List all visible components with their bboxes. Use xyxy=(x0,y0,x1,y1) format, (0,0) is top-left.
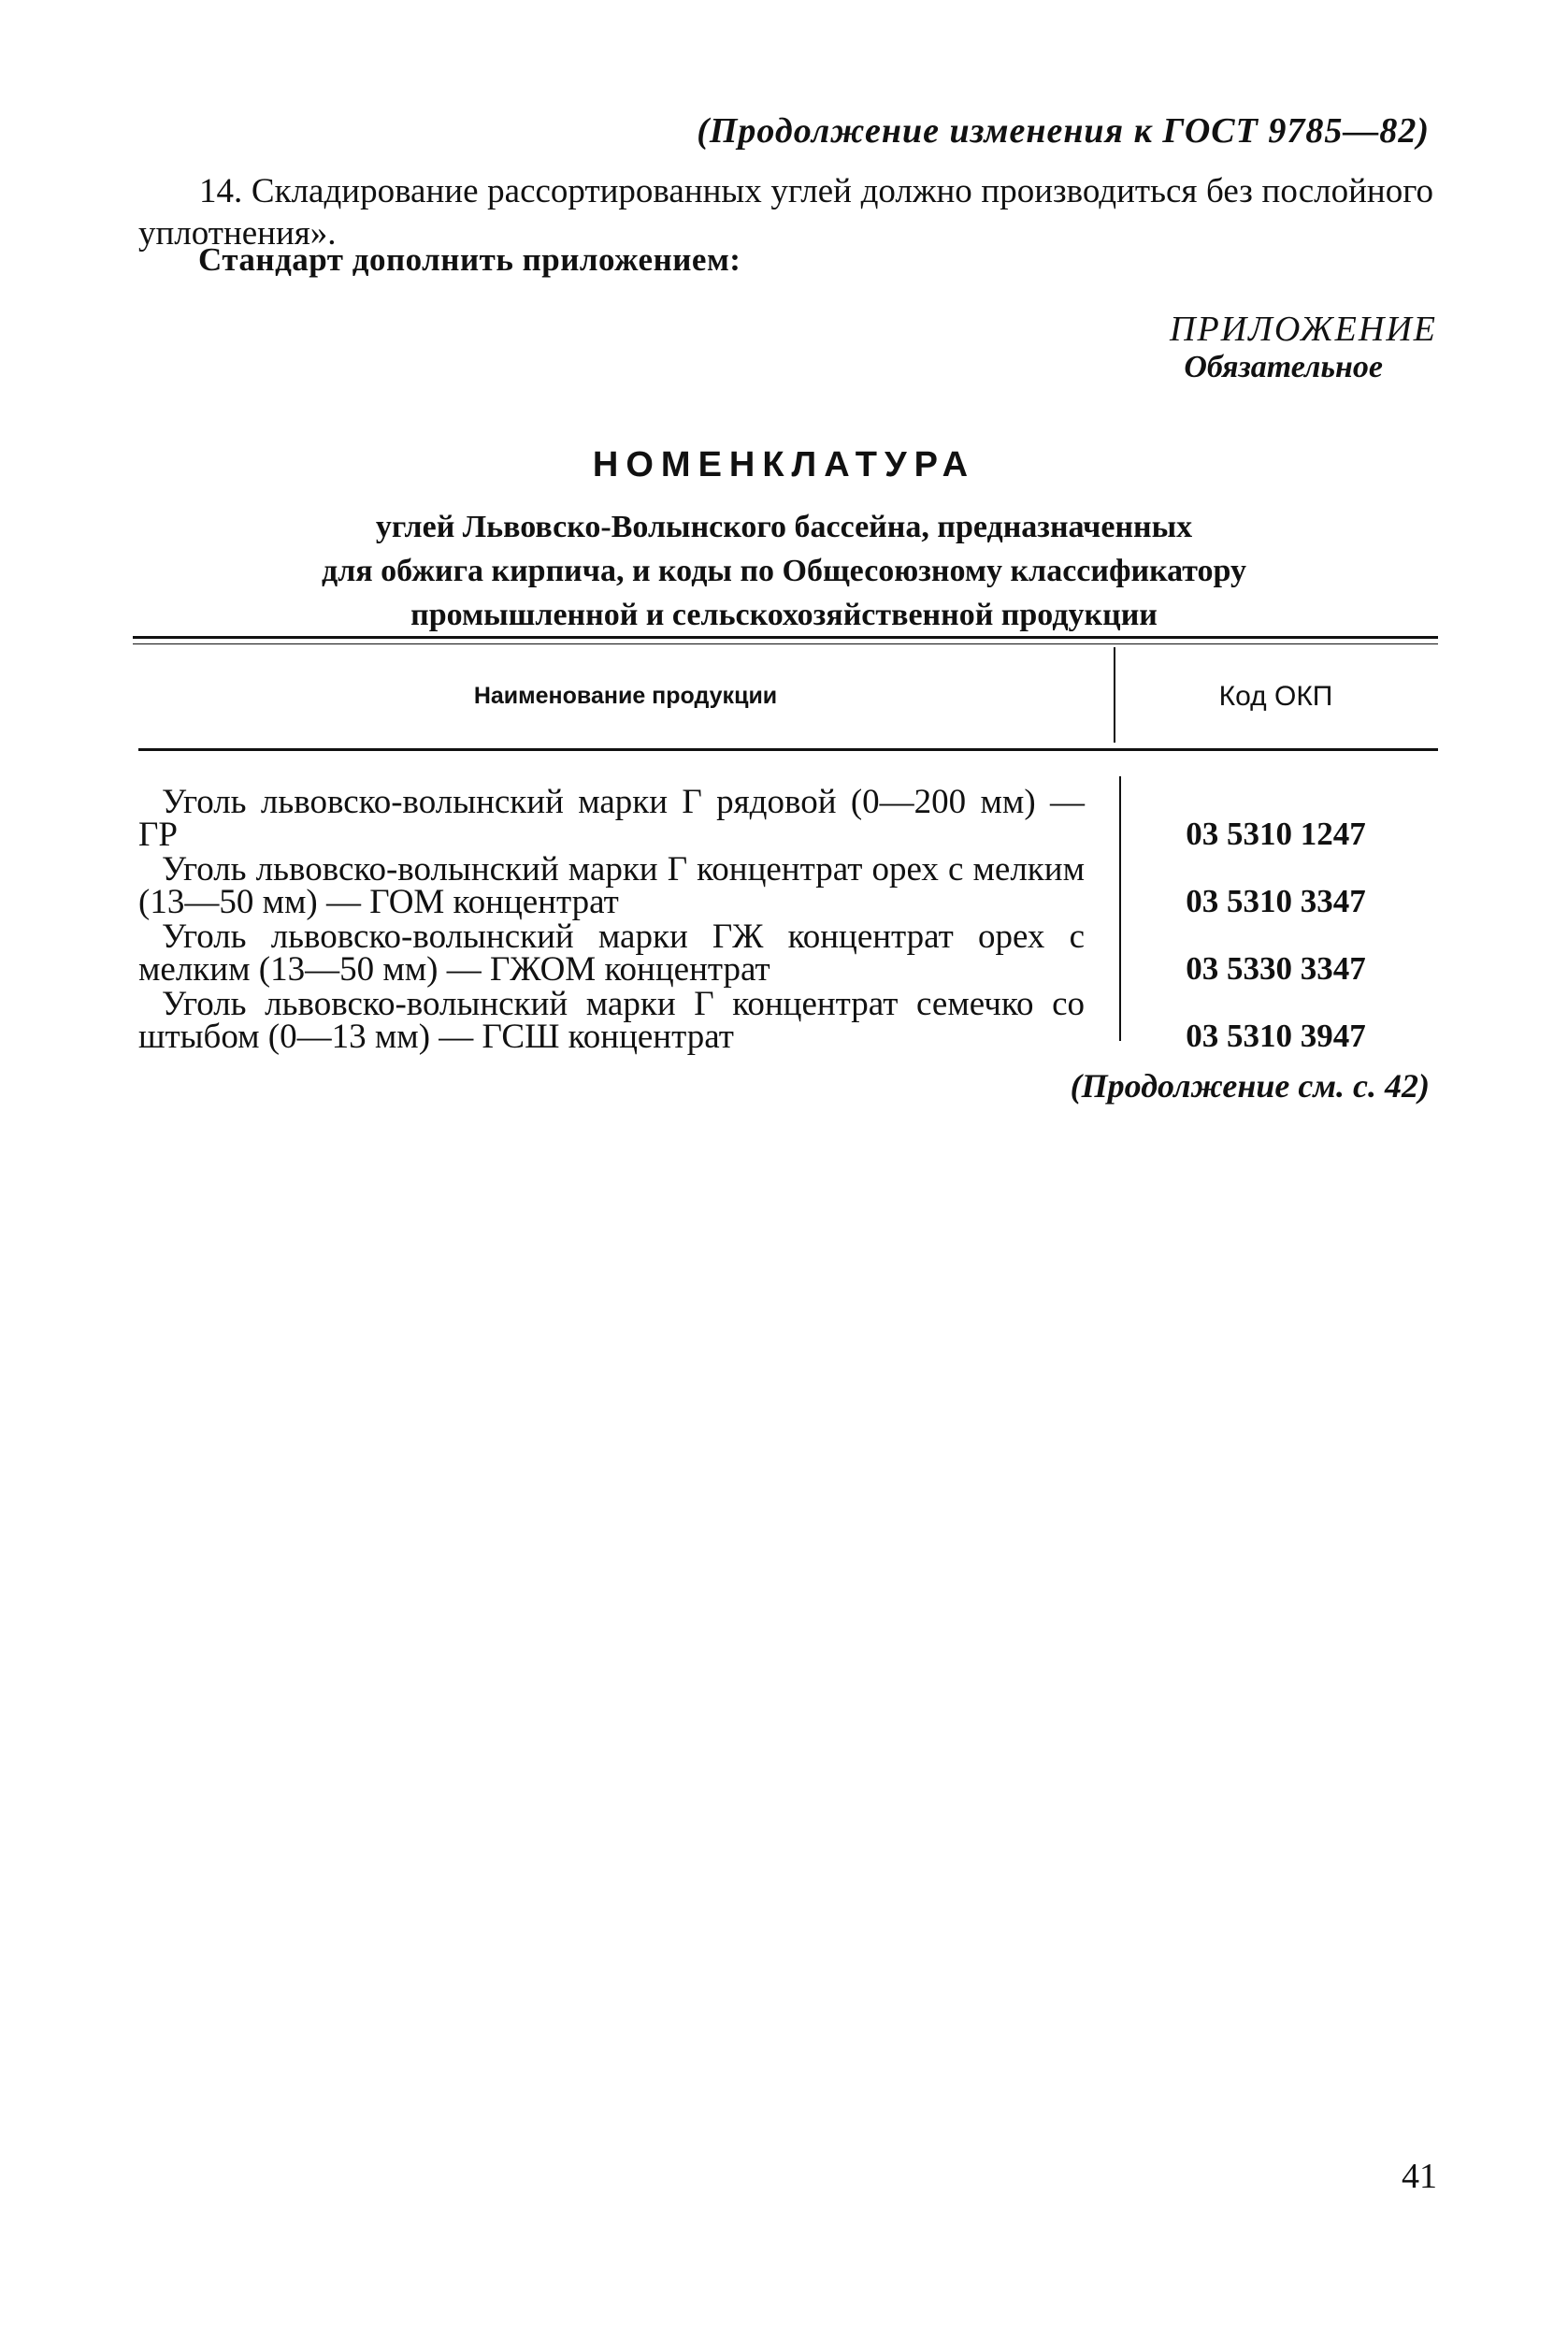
table-header-rule xyxy=(138,748,1438,751)
subtitle-line: для обжига кирпича, и коды по Общесоюзному классификатору xyxy=(322,554,1246,588)
intro-paragraph: 14. Складирование рассортированных углей должно производиться без послойного уплотнения». xyxy=(138,172,1433,253)
subtitle-line: углей Львовско-Волынского бассейна, предназначенных xyxy=(375,510,1193,544)
table-row-name: Уголь львовско-волынский марки Г рядовой (0—200 мм) — ГР xyxy=(138,783,1085,854)
column-divider-header xyxy=(1114,647,1115,743)
table-row-name: Уголь львовско-волынский марки ГЖ концентрат орех с мелким (13—50 мм) — ГЖОМ концентрат xyxy=(138,918,1085,989)
subtitle-line: промышленной и сельскохозяйственной продукции xyxy=(410,598,1158,632)
table-row-code: 03 5310 3347 xyxy=(1186,883,1366,919)
running-header: (Продолжение изменения к ГОСТ 9785—82) xyxy=(697,111,1430,151)
supplement-statement: Стандарт дополнить приложением: xyxy=(198,241,741,278)
table-top-rule-thin xyxy=(133,643,1438,644)
table-row-code: 03 5330 3347 xyxy=(1186,950,1366,987)
document-subtitle xyxy=(0,505,1568,637)
table-row-code: 03 5310 3947 xyxy=(1186,1018,1366,1054)
table-row-name: Уголь львовско-волынский марки Г концентрат семечко со штыбом (0—13 мм) — ГСШ концентрат xyxy=(138,985,1085,1056)
table-header-name: Наименование продукции xyxy=(473,683,778,709)
table-row-name: Уголь львовско-волынский марки Г концентрат орех с мелким (13—50 мм) — ГОМ концентрат xyxy=(138,850,1085,921)
continuation-note: (Продолжение см. с. 42) xyxy=(1070,1067,1430,1105)
page-number: 41 xyxy=(1402,2157,1437,2196)
appendix-status: Обязательное xyxy=(1184,350,1383,384)
document-title: НОМЕНКЛАТУРА xyxy=(592,445,976,484)
table-row-code: 03 5310 1247 xyxy=(1186,816,1366,852)
table-top-rule xyxy=(133,636,1438,639)
table-header-code: Код ОКП xyxy=(1218,681,1333,712)
appendix-label: ПРИЛОЖЕНИЕ xyxy=(1170,310,1437,349)
